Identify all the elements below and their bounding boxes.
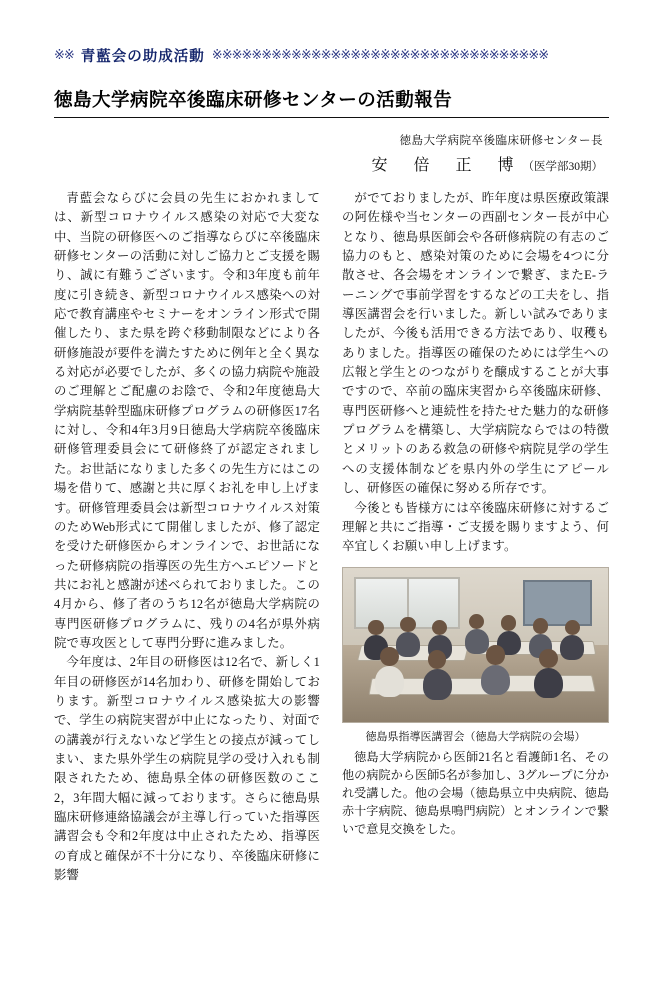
- photo-person: [423, 669, 452, 700]
- photo-person: [534, 668, 563, 699]
- author-role: 徳島大学病院卒後臨床研修センター長: [399, 135, 603, 147]
- photo-person: [481, 665, 510, 696]
- photo-caption: 徳島県指導医講習会（徳島大学病院の会場）: [365, 730, 586, 743]
- seminar-photo: [342, 567, 609, 723]
- article-body: [54, 189, 609, 885]
- paragraph: 青藍会ならびに会員の先生におかれましては、新型コロナウイルス感染の対応で大変な中、当院の研修医へのご指導ならびに卒後臨床研修センターの活動に対しご協力とご支援を賜り、誠に有難うございます。令和3年度も前年度に引き続き、新型コロナウイルス感染への対応で教育講座やセミナーをオンライン形式で開催したり、また県を跨ぐ移動制限などにより各研修施設が要件を満たすために例年と全く異なる対応が必要でしたが、多くの協力病院や施設のご理解とご配慮のお陰で、令和2年度徳島大学病院基幹型臨床研修プログラムの研修医17名に対し、令和4年3月9日徳島大学病院卒後臨床研修管理委員会にて研修終了が認定されました。お世話になりました多くの先生方にはこの場を借りて、感謝と共に厚くお礼を申し上げます。研修管理委員会は新型コロナウイルス対策のためWeb形式にて開催しましたが、修了認定を受けた研修医からオンラインで、お世話になった研修病院の指導医の先生方へエピソードと共にお礼と感謝が述べられておりました。この4月から、修了者のうち12名が徳島大学病院の専門医研修プログラムに、残りの4名が県外病院で専攻医として専門分野に進みました。: [54, 191, 320, 650]
- paragraph: 今年度は、2年目の研修医は12名で、新しく1年目の研修医が14名加わり、研修を開始しております。新型コロナウイルス感染拡大の影響で、学生の病院実習が中止になったり、対面での講義が行えないなど学生との接点が減ってしまい、また県外学生の病院見学の受け入れも制限されたため、徳島県全体の研修医数のここ2，3年間大幅に減っております。さらに徳島県臨床研修連絡協議会が主導し行っていた指導医講習会も令和2年度は中止されたため、指導医の育成と確保が不十分になり、卒後臨床研修に影響: [54, 655, 320, 883]
- paragraph: 今後とも皆様方には卒後臨床研修に対するご理解と共にご指導・ご支援を賜りますよう、何卒宜しくお願い申し上げます。: [342, 500, 609, 554]
- photo-person: [375, 666, 404, 697]
- decoration-left-icon: ※※: [54, 47, 74, 63]
- section-header: [54, 44, 609, 66]
- section-title: 青藍会の助成活動: [80, 48, 205, 65]
- photo-projector-screen: [523, 580, 592, 626]
- page-title: 徳島大学病院卒後臨床研修センターの活動報告: [54, 91, 453, 111]
- byline: [54, 132, 609, 175]
- article-title-block: [54, 86, 609, 118]
- left-column: [54, 189, 320, 885]
- photo-person: [560, 635, 584, 660]
- photo-block: [342, 567, 609, 839]
- decoration-right-icon: ※※※※※※※※※※※※※※※※※※※※※※※※※※※※※※※※※※: [211, 48, 549, 62]
- right-column: [342, 189, 609, 838]
- author-name: 安 倍 正 博: [371, 157, 519, 174]
- photo-person: [465, 629, 489, 654]
- author-affiliation: （医学部30期）: [522, 161, 603, 173]
- paragraph: がでておりましたが、昨年度は県医療政策課の阿佐様や当センターの西副センター長が中心となり、徳島県医師会や各研修病院の有志のご協力のもと、感染対策のために会場を4つに分散させ、各会場をオンラインで繋ぎ、またE-ラーニングで事前学習をするなどの工夫をし、指導医講習会を行いました。新しい試みでありましたが、今後も活用できる方法であり、収穫もありました。指導医の確保のためには学生への広報と学生とのつながりを醸成することが大事ですので、卒前の臨床実習から卒後臨床研修、専門医研修へと連続性を持たせた魅力的な研修プログラムを構築し、大学病院ならではの特徴とメリットのある救急の研修や病院見学の学生への支援体制などを県内外の学生にアピールし、研修医の確保に努める所存です。: [342, 191, 609, 496]
- author-name-row: [54, 152, 603, 175]
- photo-note: 徳島大学病院から医師21名と看護師1名、その他の病院から医師5名が参加し、3グループに分かれ受講した。他の会場（徳島県立中央病院、徳島赤十字病院、徳島県鳴門病院）とオンラインで繋いで意見交換をした。: [342, 749, 609, 837]
- photo-person: [396, 632, 420, 657]
- document-page: [0, 44, 663, 983]
